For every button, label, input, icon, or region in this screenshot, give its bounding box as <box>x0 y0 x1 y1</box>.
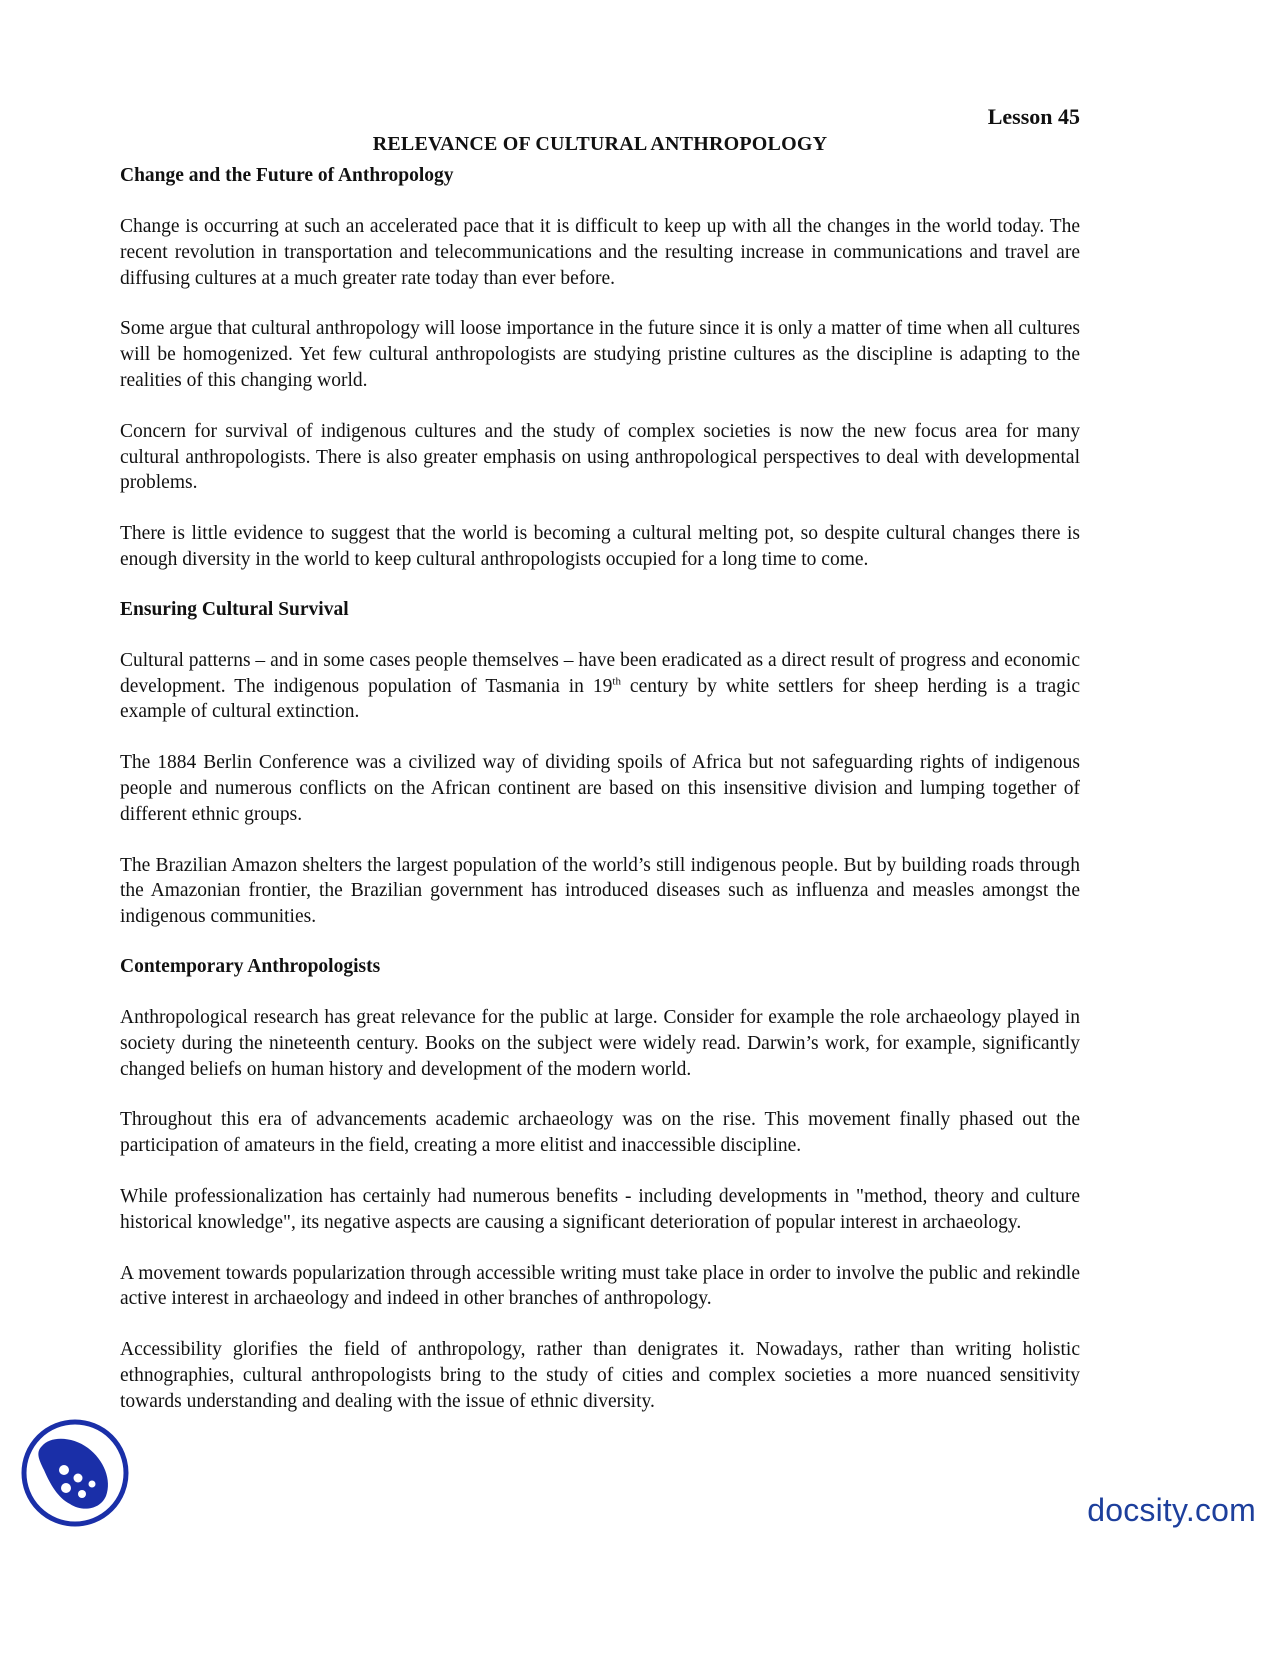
page-title: RELEVANCE OF CULTURAL ANTHROPOLOGY <box>372 133 828 155</box>
paragraph-text: Cultural patterns – and in some cases people themselves – have been eradicated as a direct result of progress and economic development. The indigenous population of Tasmania in 19 <box>120 649 1080 697</box>
section-heading: Contemporary Anthropologists <box>120 955 381 977</box>
paragraph: Change is occurring at such an accelerated pace that it is difficult to keep up with all the changes in the world today. The recent revolution in transportation and telecommunications and the resulting increase in communications and travel are diffusing cultures at a much greater rate today than ever before. <box>120 216 1080 289</box>
paragraph-text: century by white settlers for sheep herding is a tragic example of cultural extinction. <box>120 675 1081 723</box>
paragraph: While professionalization has certainly had numerous benefits - including developments in "method, theory and culture historical knowledge", its negative aspects are causing a significant deterioration of popular interest in archaeology. <box>120 1185 1080 1233</box>
paragraph: The 1884 Berlin Conference was a civilized way of dividing spoils of Africa but not safeguarding rights of indigenous people and numerous conflicts on the African continent are based on this insensitive division and lumping together of different ethnic groups. <box>120 752 1080 825</box>
paragraph: Concern for survival of indigenous cultures and the study of complex societies is now the new focus area for many cultural anthropologists. There is also greater emphasis on using anthropological perspectives to deal with developmental problems. <box>120 420 1080 494</box>
docsity-watermark: docsity.com <box>1087 1492 1256 1528</box>
paragraph: Anthropological research has great relevance for the public at large. Consider for example the role archaeology played in society during the nineteenth century. Books on the subject were widely read. Darwin’s work, for example, significantly changed beliefs on human history and development of the modern world. <box>120 1006 1080 1080</box>
paragraph: There is little evidence to suggest that the world is becoming a cultural melting pot, so despite cultural changes there is enough diversity in the world to keep cultural anthropologists occupied for a long time to come. <box>120 523 1080 570</box>
paragraph: Accessibility glorifies the field of anthropology, rather than denigrates it. Nowadays, rather than writing holistic ethnographies, cultural anthropologists bring to the study of cities and complex societies a more nuanced sensitivity towards understanding and dealing with the issue of ethnic diversity. <box>120 1339 1080 1412</box>
paragraph: Some argue that cultural anthropology will loose importance in the future since it is only a matter of time when all cultures will be homogenized. Yet few cultural anthropologists are studying pristine cultures as the discipline is adapting to the realities of this changing world. <box>120 318 1080 391</box>
paragraph <box>120 648 1080 725</box>
section-heading: Ensuring Cultural Survival <box>120 598 349 620</box>
paragraph: A movement towards popularization through accessible writing must take place in order to involve the public and rekindle active interest in archaeology and indeed in other branches of anthropology. <box>120 1262 1080 1310</box>
document-page <box>120 104 1080 1415</box>
section-heading: Change and the Future of Anthropology <box>120 165 454 186</box>
lesson-number: Lesson 45 <box>987 104 1080 129</box>
paragraph: The Brazilian Amazon shelters the largest population of the world’s still indigenous people. But by building roads through the Amazonian frontier, the Brazilian government has introduced diseases such as influenza and measles amongst the indigenous communities. <box>120 854 1080 928</box>
paragraph: Throughout this era of advancements academic archaeology was on the rise. This movement finally phased out the participation of amateurs in the field, creating a more elitist and inaccessible discipline. <box>120 1109 1080 1157</box>
docsity-logo-icon <box>20 1418 130 1528</box>
superscript: th <box>612 675 621 688</box>
